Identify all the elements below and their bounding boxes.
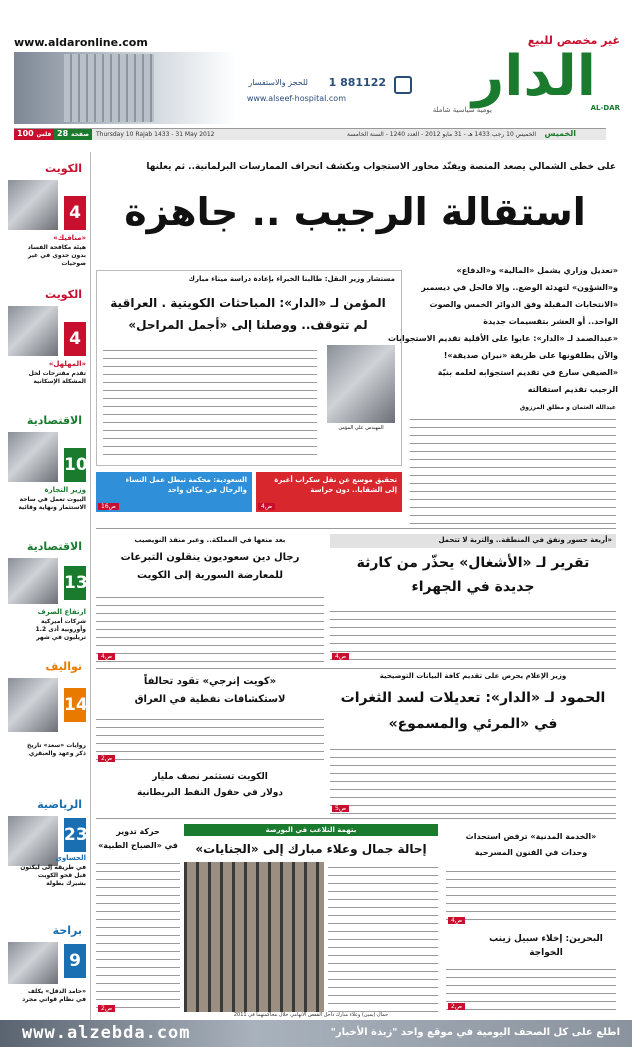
sidebar-page-number: 9 bbox=[64, 944, 86, 978]
health-headline-line2[interactable]: في «الصباح الطبية» bbox=[98, 841, 178, 850]
sidebar-page-number: 13 bbox=[64, 566, 86, 600]
energy-headline-line2[interactable]: لاستكشافات نفطية في العراق bbox=[134, 694, 286, 705]
sidebar-item[interactable] bbox=[8, 922, 86, 1022]
price-value: 100 bbox=[17, 129, 34, 138]
interview-headline-line1: المؤمن لـ «الدار»: المباحثات الكويتية . العراقية bbox=[110, 296, 386, 310]
jahra-headline-line2[interactable]: جديدة في الجهراء bbox=[411, 579, 535, 595]
bahrain-body bbox=[446, 964, 616, 1012]
logo-tagline: يومية سياسية شاملة bbox=[432, 106, 492, 114]
price-unit: فلس bbox=[36, 131, 52, 138]
energy-headline-line1[interactable]: «كويت إنرجي» تقود تحالفاً bbox=[143, 676, 277, 687]
sidebar-page-number: 23 bbox=[64, 818, 86, 852]
sidebar-photo bbox=[8, 942, 58, 984]
page-ref-badge[interactable]: ص4 bbox=[258, 503, 275, 510]
page-ref-badge[interactable]: ص4 bbox=[448, 917, 465, 924]
website-url[interactable]: www.aldaronline.com bbox=[14, 36, 148, 49]
hospital-building-image bbox=[64, 54, 154, 122]
main-headline[interactable]: استقالة الرجيب .. جاهزة bbox=[124, 190, 586, 234]
sidebar-text: تقدم مقترحات لحل المشكلة الإسكانية bbox=[28, 370, 86, 385]
sidebar-photo bbox=[8, 180, 58, 230]
jahra-kicker-bar bbox=[330, 534, 616, 548]
sidebar-text: شركات أميركية وأوروبية أدى 1.2 تريليون في شهر bbox=[35, 618, 86, 641]
page-ref-badge[interactable]: ص5 bbox=[332, 805, 349, 812]
mubarak-photo bbox=[184, 862, 324, 1012]
energy-body bbox=[96, 714, 324, 764]
top-story-author: عبدالله العثمان و مطلق المرزوق bbox=[519, 404, 616, 411]
sidebar-section-label: الاقتصادية bbox=[26, 540, 82, 553]
sidebar-photo bbox=[8, 678, 58, 732]
logo-english: AL-DAR bbox=[590, 104, 620, 112]
bullet-line: «عبدالصمد لـ «الدار»: عابوا على الأقلية تقديم الاستجوابات bbox=[387, 334, 618, 343]
theatre-headline-line2[interactable]: وحدات في الفنون المسرحية bbox=[474, 848, 588, 857]
investigation-box[interactable] bbox=[256, 472, 402, 512]
ad-phone-label: للحجز والاستفسار bbox=[248, 78, 308, 87]
sidebar-item[interactable] bbox=[8, 286, 86, 410]
theatre-body bbox=[446, 866, 616, 926]
sidebar-section-label: الكويت bbox=[45, 288, 82, 301]
interview-photo bbox=[327, 345, 395, 423]
bullet-line: «الانتخابات المقبلة وفق الدوائر الخمس والصوت bbox=[429, 300, 618, 309]
ad-phone-number: 1 881122 bbox=[328, 76, 386, 89]
sidebar-section-label: براحة bbox=[52, 924, 82, 937]
sidebar-photo bbox=[8, 306, 58, 356]
media-body bbox=[330, 744, 616, 814]
sidebar-photo bbox=[8, 432, 58, 482]
theatre-headline-line1[interactable]: «الخدمة المدنية» ترفض استحداث bbox=[465, 832, 597, 841]
sidebar-page-number: 4 bbox=[64, 322, 86, 356]
interview-box[interactable] bbox=[96, 270, 402, 466]
sidebar-text: البيوت تعمل في ساحة الاستثمار ونهاية وقائية bbox=[18, 496, 86, 511]
hospital-ad[interactable] bbox=[14, 52, 418, 124]
sidebar-headline: «منافيك» bbox=[53, 234, 86, 242]
jahra-kicker: «أربعة جسور ونفق في المنطقة.. والتربة لا تتحمل bbox=[438, 536, 612, 544]
syria-headline-line2[interactable]: للمعارضة السورية إلى الكويت bbox=[137, 570, 283, 581]
sidebar-page-number: 14 bbox=[64, 688, 86, 722]
bullet-line: الواحد.. أو العشر بتقسيمات جديدة bbox=[483, 317, 618, 326]
footer-banner[interactable] bbox=[0, 1020, 632, 1047]
invest-headline-line1[interactable]: الكويت تستثمر نصف مليار bbox=[152, 772, 268, 782]
mubarak-photo-caption: جمال (يمين) وعلاء مبارك داخل القفص الاتهامي خلال محاكمتهما في 2011 bbox=[233, 1012, 389, 1018]
page-ref-badge[interactable]: ص4 bbox=[98, 653, 115, 660]
newspaper-logo bbox=[424, 44, 620, 118]
date-arabic: الخميس 10 رجب 1433 هـ - 31 مايو 2012 - العدد 1240 - السنة الخامسة bbox=[347, 131, 536, 138]
hospital-logo-icon bbox=[394, 76, 412, 94]
jahra-headline-line1[interactable]: تقرير لـ «الأشغال» يحذّر من كارثة bbox=[356, 555, 590, 571]
jahra-body bbox=[330, 606, 616, 662]
sidebar-page-number: 4 bbox=[64, 196, 86, 230]
date-bar bbox=[14, 128, 606, 140]
sidebar-text: روايات «سعد» تاريخ ذكر وعهد والعبقري bbox=[27, 742, 86, 757]
sidebar-headline: «المهلهل» bbox=[48, 360, 86, 368]
top-story-body bbox=[410, 414, 616, 526]
pages-label: صفحة bbox=[70, 131, 90, 138]
sidebar-item[interactable] bbox=[8, 658, 86, 782]
sidebar-section-label: الكويت bbox=[45, 162, 82, 175]
health-headline-line1[interactable]: حركة تدوير bbox=[116, 827, 160, 836]
ad-website[interactable]: www.alseef-hospital.com bbox=[246, 94, 346, 103]
sidebar bbox=[8, 152, 88, 1022]
saudi-court-box[interactable] bbox=[96, 472, 252, 512]
page-ref-badge[interactable]: ص4 bbox=[332, 653, 349, 660]
sidebar-item[interactable] bbox=[8, 538, 86, 654]
sidebar-item[interactable] bbox=[8, 160, 86, 284]
mubarak-body bbox=[328, 862, 438, 1012]
page-ref-badge[interactable]: ص2 bbox=[448, 1003, 465, 1010]
mubarak-kicker-bar bbox=[184, 824, 438, 836]
sidebar-photo bbox=[8, 558, 58, 604]
saudi-court-headline: السعودية: محكمة تبطل عمل النساء والرجال في مكان واحد bbox=[125, 476, 247, 494]
sidebar-page-number: 10 bbox=[64, 448, 86, 482]
page-ref-badge[interactable]: ص16 bbox=[98, 503, 119, 510]
sidebar-section-label: تواليف bbox=[45, 660, 82, 673]
section-rule bbox=[96, 668, 616, 669]
sidebar-divider bbox=[90, 152, 91, 1020]
mubarak-headline[interactable]: إحالة جمال وعلاء مبارك إلى «الجنايات» bbox=[195, 842, 427, 856]
section-rule bbox=[96, 528, 616, 529]
interview-headline-line2: لم تتوقف.. ووصلنا إلى «أجمل المراحل» bbox=[128, 318, 368, 332]
investigation-headline: تحقيق موسع عن نقل سكراب أغبرة إلى الشقايا.. دون حراسة bbox=[274, 476, 397, 494]
sidebar-text: في طريقه إلى ليكتون قبل قحو الكويت بشيرك بطولة bbox=[20, 864, 86, 887]
not-for-sale-label: غير مخصص للبيع bbox=[527, 34, 620, 47]
sidebar-text: هيئة مكافحة الفساد بدون جدوى في غير صوحيات bbox=[27, 244, 86, 267]
bullet-line: الرجيب تقديم استقالته bbox=[527, 385, 618, 394]
sidebar-text: «حامد الدقل» يكلف في نظام قواتي مجرد bbox=[22, 988, 86, 1003]
mubarak-kicker: بتهمة التلاعب في البورصة bbox=[265, 826, 357, 834]
bullet-line: «تعديل وزاري يشمل «المالية» و«الدفاع» bbox=[456, 266, 618, 275]
price-box bbox=[14, 129, 54, 140]
bullet-line: «الصيفي سارع في تقديم استجوابه لعلمه بنيّة bbox=[437, 368, 618, 377]
health-body bbox=[96, 858, 180, 1014]
sidebar-headline: ارتفاع الصرف bbox=[37, 608, 86, 616]
interview-kicker: مستشار وزير النقل: طالبنا الخبراء بإعادة دراسة ميناء مبارك bbox=[188, 275, 395, 283]
bahrain-headline[interactable]: البحرين: إخلاء سبيل زينب الخواجة bbox=[489, 934, 603, 958]
bullets-list bbox=[387, 262, 618, 398]
page-ref-badge[interactable]: ص2 bbox=[98, 755, 115, 762]
footer-promo: اطلع على كل الصحف اليومية في موقع واحد "زبدة الأخبار" bbox=[330, 1027, 620, 1038]
sidebar-headline: الحساوي bbox=[55, 854, 86, 862]
invest-headline-line2[interactable]: دولار في حقول النفط البريطانية bbox=[136, 788, 284, 798]
footer-site[interactable]: www.alzebda.com bbox=[22, 1023, 191, 1043]
date-english: Thursday 10 Rajab 1433 - 31 May 2012 bbox=[96, 131, 215, 138]
top-kicker: على خطى الشمالي يصعد المنصة ويفنّد محاور الاستجواب ويكشف انحراف الممارسات البرلمانية.. ثم يعلنها bbox=[146, 162, 616, 172]
page-ref-badge[interactable]: ص2 bbox=[98, 1005, 115, 1012]
bullet-line: والآن يطلقونها على طريقة «نيران صديقة»! bbox=[443, 351, 618, 360]
sidebar-section-label: الرياضية bbox=[37, 798, 82, 811]
section-rule bbox=[96, 818, 616, 819]
syria-kicker: بعد منعها في المملكة.. وعبر منفذ النويصيب bbox=[134, 536, 286, 544]
interview-body bbox=[103, 345, 317, 459]
interview-photo-caption: المهندس علي المؤمن bbox=[338, 425, 384, 431]
sidebar-headline: وزير التجارة bbox=[44, 486, 86, 494]
media-headline-line2[interactable]: في «المرئي والمسموع» bbox=[388, 716, 558, 732]
masthead bbox=[0, 0, 632, 142]
pages-box bbox=[54, 129, 92, 140]
sidebar-item[interactable] bbox=[8, 796, 86, 920]
media-kicker: وزير الإعلام يحرص على تقديم كافة البيانات التوضيحية bbox=[379, 672, 567, 680]
syria-headline-line1[interactable]: رجال دين سعوديون ينقلون التبرعات bbox=[120, 552, 300, 563]
sidebar-section-label: الاقتصادية bbox=[26, 414, 82, 427]
media-headline-line1[interactable]: الحمود لـ «الدار»: تعديلات لسد الثغرات bbox=[340, 690, 606, 706]
bullet-line: و«الشؤون» لتهدئة الوضع.. وإلا فالحل في ديسمبر bbox=[421, 283, 618, 292]
sidebar-item[interactable] bbox=[8, 412, 86, 536]
day-label: الخميس bbox=[544, 129, 576, 138]
syria-body bbox=[96, 592, 324, 662]
logo-arabic: الدار bbox=[471, 44, 596, 109]
pages-value: 28 bbox=[57, 129, 69, 138]
